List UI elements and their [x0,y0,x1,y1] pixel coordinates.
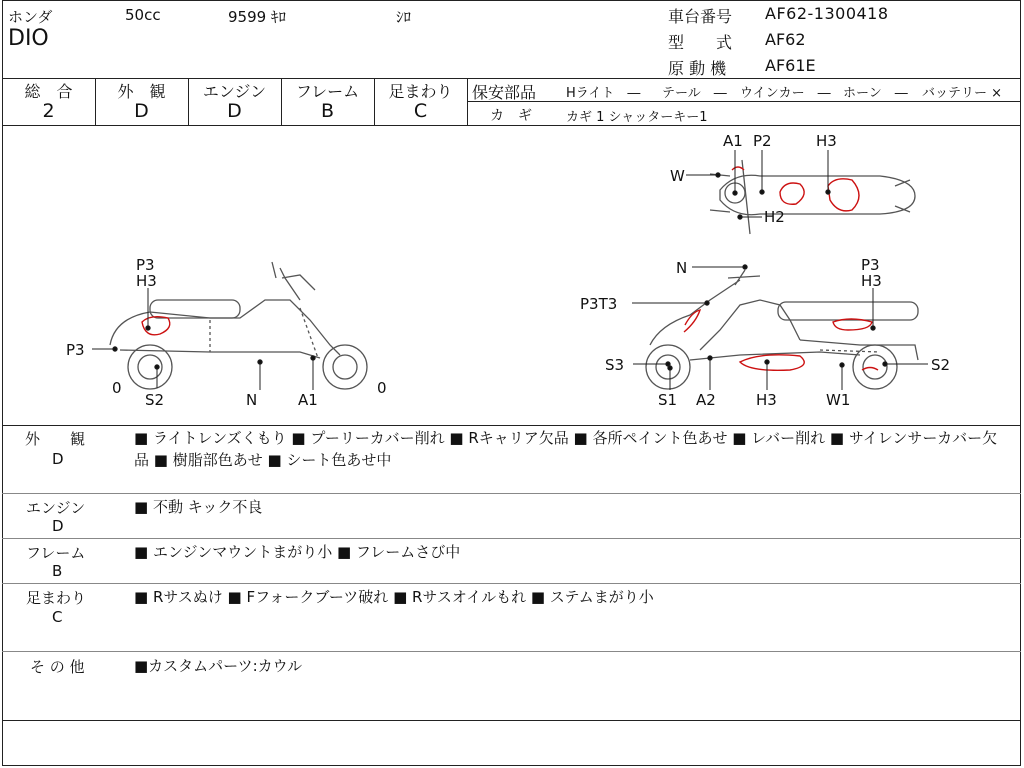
diagram-label: H2 [764,208,785,226]
color: ｼﾛ [396,8,412,26]
note-text-exterior: ■ ライトレンズくもり ■ プーリーカバー削れ ■ Rキャリア欠品 ■ 各所ペイント色あせ ■ レバー削れ ■ サイレンサーカバー欠品 ■ 樹脂部色あせ ■ シート色あせ中 [134,429,998,469]
diagram-label: S2 [145,391,165,409]
note-label-exterior: 外 観 [25,430,86,448]
engine-label: 原 動 機 [668,59,727,78]
frame-no-label: 車台番号 [668,7,733,26]
diagram-label: N [676,259,688,277]
frame-no: AF62-1300418 [765,4,889,23]
diagram-label: H3 [861,272,882,290]
diagram-label: S1 [658,391,678,409]
rating-header-exterior: 外 観 [117,82,166,101]
diagram-label: H3 [816,132,837,150]
rating-header-frame: フレーム [295,82,360,101]
diagram-label: P3T3 [580,295,618,313]
diagram-label: A1 [723,132,743,150]
diagram-label: P3 [136,256,155,274]
displacement: 50cc [125,6,161,24]
diagram-label: P3 [861,256,880,274]
mileage: 9599 ｷﾛ [228,8,286,26]
diagram-label: S2 [931,356,951,374]
rating-suspension: C [413,100,428,122]
key-value: カギ 1 シャッターキー1 [566,110,708,125]
safety-headlight: Hライト ― [566,86,641,101]
damage-marks [142,167,878,370]
note-grade-frame: B [52,562,63,580]
safety-battery: バッテリー × [922,86,1003,101]
safety-winker: ウインカー ― [740,86,831,101]
key-label: カ ギ [490,108,532,124]
maker: ホンダ [8,8,53,26]
note-grade-exterior: D [52,450,64,468]
rating-exterior: D [134,100,149,122]
diagram-label: P2 [753,132,772,150]
note-grade-engine: D [52,517,64,535]
scooter-top-view [710,160,915,234]
engine-value: AF61E [765,56,816,75]
diagram-label: A1 [298,391,318,409]
note-label-other: そ の 他 [30,658,85,676]
note-text-engine: ■ 不動 キック不良 [134,498,263,516]
note-text-suspension: ■ Rサスぬけ ■ Fフォークブーツ破れ ■ Rサスオイルもれ ■ ステムまがり小 [134,588,654,606]
diagram-label: W1 [826,391,851,409]
note-text-other: ■カスタムパーツ:カウル [134,657,303,675]
note-grade-suspension: C [52,608,63,626]
rating-header-suspension: 足まわり [388,82,453,101]
model-name: DIO [8,26,49,51]
safety-horn: ホーン ― [843,86,908,101]
diagram-label: H3 [136,272,157,290]
rating-frame: B [320,100,335,122]
note-label-frame: フレーム [26,544,86,562]
rating-total: 2 [42,100,55,122]
note-label-suspension: 足まわり [26,589,87,607]
diagram-label: 0 [112,379,122,397]
diagram-label: N [246,391,258,409]
type-label: 型 式 [668,33,733,52]
rating-header-engine: エンジン [202,82,267,101]
rating-header-total: 総 合 [24,82,73,101]
diagram-label: W [670,167,685,185]
safety-label: 保安部品 [472,83,537,102]
note-text-frame: ■ エンジンマウントまがり小 ■ フレームさび中 [134,543,461,561]
type-value: AF62 [765,30,806,49]
diagram-label: 0 [377,379,387,397]
rating-engine: D [227,100,242,122]
diagram-label: P3 [66,341,85,359]
note-label-engine: エンジン [26,499,86,517]
diagram-label: A2 [696,391,716,409]
diagram-label: S3 [605,356,625,374]
diagram-label: H3 [756,391,777,409]
safety-taillight: テール ― [662,86,727,101]
